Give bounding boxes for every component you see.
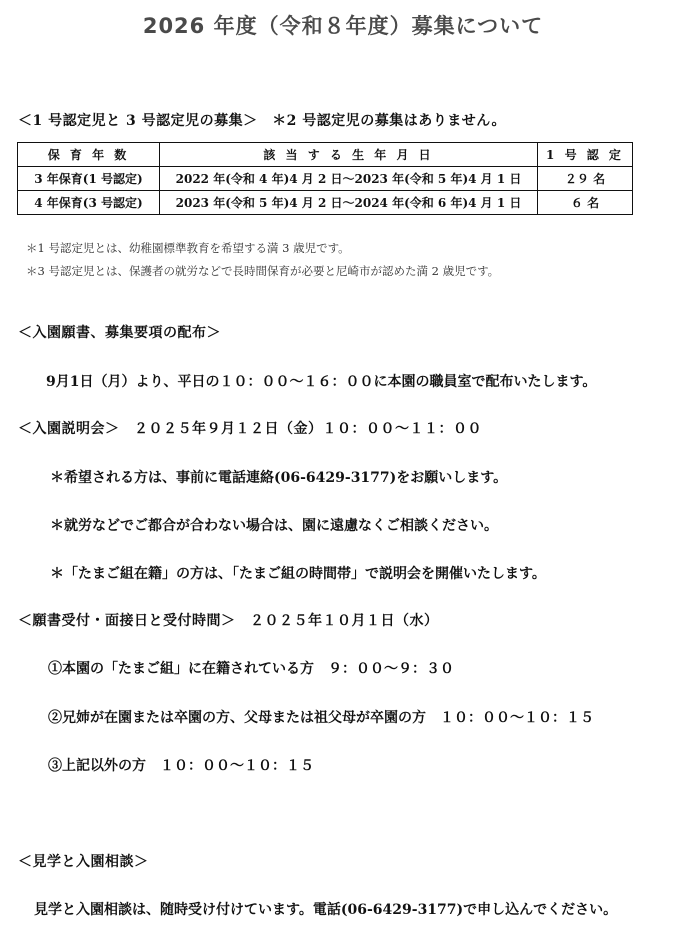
application-item: ②兄姉が在園または卒園の方、父母または祖父母が卒園の方 １０：００～１０：１５	[48, 710, 594, 726]
recruitment-heading: ＜1 号認定児と 3 号認定児の募集＞ ＊2 号認定児の募集はありません。	[18, 113, 507, 129]
briefing-heading: ＜入園説明会＞ ２０２５年９月１２日（金）１０：００～１１：００	[18, 421, 482, 437]
table-header: 該 当 す る 生 年 月 日	[160, 143, 538, 167]
briefing-item: ＊就労などでご都合が合わない場合は、園に遠慮なくご相談ください。	[50, 518, 498, 534]
table-cell: 4 年保育(3 号認定)	[18, 191, 160, 215]
briefing-item: ＊希望される方は、事前に電話連絡(06-6429-3177)をお願いします。	[50, 470, 508, 486]
briefing-item: ＊「たまご組在籍」の方は、「たまご組の時間帯」で説明会を開催いたします。	[50, 566, 546, 582]
visit-text: 見学と入園相談は、随時受け付けています。電話(06-6429-3177)で申し込んでください。	[34, 902, 618, 918]
distribution-heading: ＜入園願書、募集要項の配布＞	[18, 325, 221, 341]
table-row	[18, 191, 633, 215]
table-cell: 3 年保育(1 号認定)	[18, 167, 160, 191]
note-line: ＊3 号認定児とは、保護者の就労などで長時間保育が必要と尼崎市が認めた満 2 歳児です。	[26, 264, 500, 278]
recruitment-table	[17, 142, 633, 215]
visit-heading: ＜見学と入園相談＞	[18, 854, 149, 870]
table-cell: ６ 名	[538, 191, 633, 215]
table-row	[18, 167, 633, 191]
application-item: ③上記以外の方 １０：００～１０：１５	[48, 758, 314, 774]
note-line: ＊1 号認定児とは、幼稚園標準教育を希望する満 3 歳児です。	[26, 241, 350, 255]
application-item: ①本園の「たまご組」に在籍されている方 ９：００～９：３０	[48, 661, 454, 677]
table-header: 保 育 年 数	[18, 143, 160, 167]
table-header: 1 号 認 定	[538, 143, 633, 167]
application-heading: ＜願書受付・面接日と受付時間＞ ２０２５年１０月１日（水）	[18, 613, 439, 629]
table-cell: 2023 年(令和 5 年)4 月 2 日～2024 年(令和 6 年)4 月 1 日	[160, 191, 538, 215]
table-cell: ２９ 名	[538, 167, 633, 191]
table-cell: 2022 年(令和 4 年)4 月 2 日～2023 年(令和 5 年)4 月 1 日	[160, 167, 538, 191]
distribution-text: 9月1日（月）より、平日の１０：００～１６：００に本園の職員室で配布いたします。	[46, 374, 597, 390]
table-header-row	[18, 143, 633, 167]
page-title: 2026 年度（令和８年度）募集について	[142, 14, 544, 38]
